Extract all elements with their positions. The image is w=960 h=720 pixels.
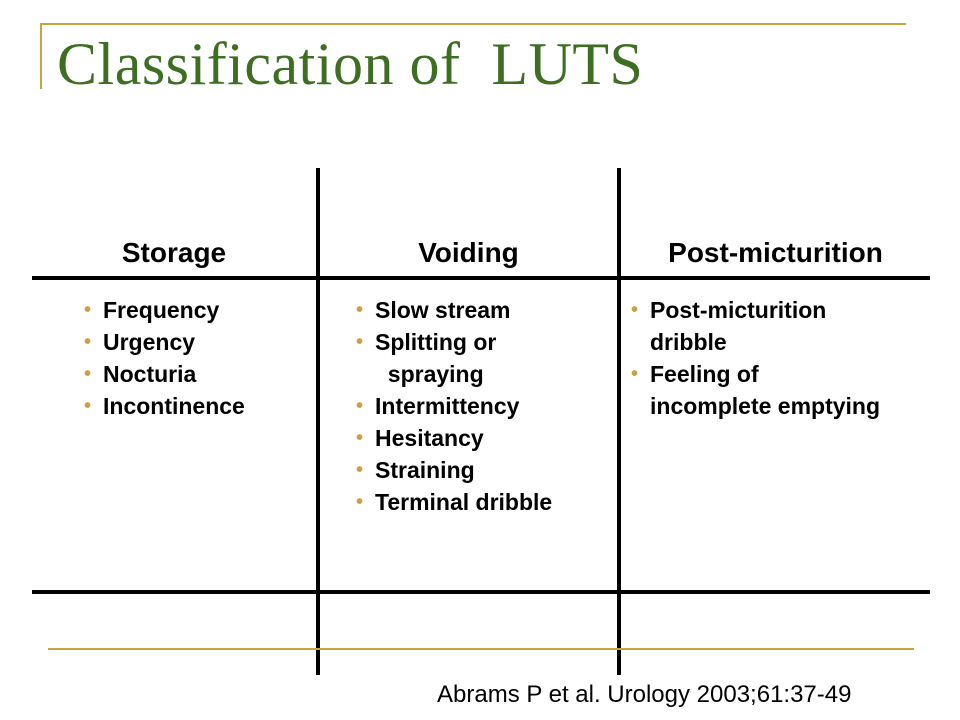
list-item: • Incontinence (84, 390, 245, 422)
top-accent-rule (40, 23, 906, 25)
column-heading-voiding: Voiding (418, 237, 519, 268)
voiding-symptom-list (356, 294, 552, 518)
bottom-accent-rule (48, 648, 914, 650)
list-item: • Straining (356, 454, 552, 486)
table-header-rule (32, 276, 930, 280)
list-item: • Terminal dribble (356, 486, 552, 518)
list-item: • Urgency (84, 326, 245, 358)
list-item: • Frequency (84, 294, 245, 326)
left-accent-rule (40, 23, 42, 89)
list-item: • Nocturia (84, 358, 245, 390)
table-bottom-rule (32, 590, 930, 594)
list-item: • Intermittency (356, 390, 552, 422)
list-item: • Hesitancy (356, 422, 552, 454)
storage-symptom-list (84, 294, 245, 422)
list-item: • Slow stream (356, 294, 552, 326)
citation: Abrams P et al. Urology 2003;61:37-49 (437, 681, 852, 708)
list-item: • Splitting or spraying (356, 326, 552, 390)
column-heading-storage: Storage (121, 237, 227, 268)
column-heading-post-micturition: Post-micturition (668, 237, 883, 268)
list-item: • Feeling of incomplete emptying (631, 358, 880, 422)
slide-title: Classification of LUTS (57, 31, 644, 97)
list-item: • Post-micturition dribble (631, 294, 880, 358)
post-micturition-symptom-list (631, 294, 880, 422)
